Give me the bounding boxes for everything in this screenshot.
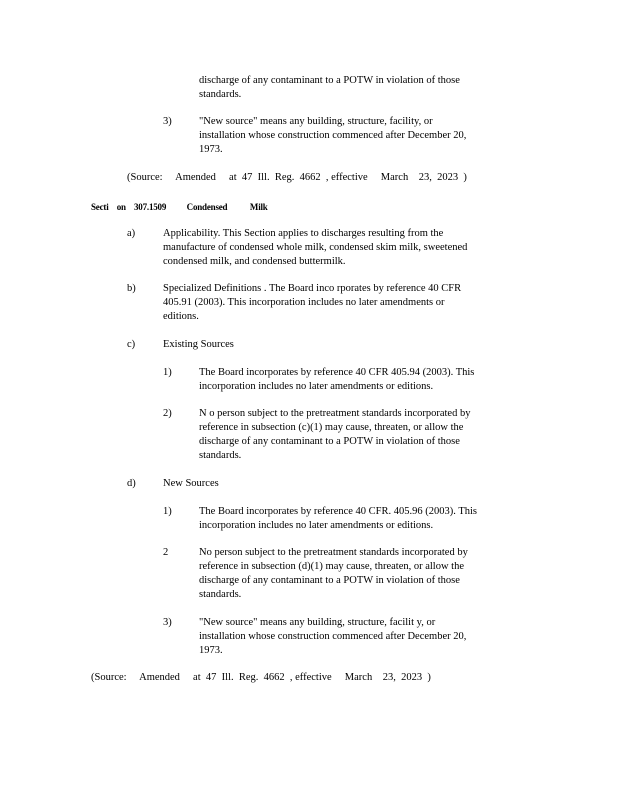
subsection-letter: c) (127, 339, 136, 350)
item-number: 2 (163, 547, 169, 558)
section-heading: Secti on 307.1509 Condensed Milk (91, 202, 268, 212)
subsection-title: New Sources (163, 478, 219, 489)
text-line: reference in subsection (c)(1) may cause, threaten, or allow the (199, 422, 464, 433)
text-line: Specialized Definitions . The Board inco rporates by reference 40 CFR (163, 283, 462, 294)
text-line: installation whose construction commenced after December 20, (199, 631, 467, 642)
text-line: standards. (199, 589, 242, 600)
text-line: installation whose construction commenced after December 20, (199, 130, 467, 141)
source-note: (Source: Amended at 47 Ill. Reg. 4662 , effective March 23, 2023 ) (91, 672, 431, 683)
subsection-paragraph (163, 282, 498, 324)
item-number: 2) (163, 408, 172, 419)
continuation-paragraph (199, 74, 495, 102)
text-line: reference in subsection (d)(1) may cause, threaten, or allow the (199, 561, 465, 572)
text-line: discharge of any contaminant to a POTW in violation of those (199, 436, 460, 447)
item-paragraph (199, 546, 508, 602)
subsection-letter: d) (127, 478, 136, 489)
item-paragraph (199, 407, 508, 463)
text-line: No person subject to the pretreatment standards incorporated by (199, 547, 468, 558)
item-number: 1) (163, 506, 172, 517)
text-line: discharge of any contaminant to a POTW in violation of those (199, 75, 460, 86)
text-line: manufacture of condensed whole milk, condensed skim milk, sweetened (163, 242, 468, 253)
text-line: standards. (199, 89, 242, 100)
text-line: The Board incorporates by reference 40 CFR 405.94 (2003). This (199, 367, 475, 378)
item-paragraph (199, 115, 501, 157)
item-number: 1) (163, 367, 172, 378)
source-note: (Source: Amended at 47 Ill. Reg. 4662 , effective March 23, 2023 ) (127, 172, 467, 183)
item-paragraph (199, 616, 501, 658)
text-line: incorporation includes no later amendments or editions. (199, 381, 434, 392)
text-line: 1973. (199, 144, 223, 155)
text-line: Applicability. This Section applies to discharges resulting from the (163, 228, 444, 239)
text-line: 1973. (199, 645, 223, 656)
subsection-paragraph (163, 227, 504, 269)
text-line: condensed milk, and condensed buttermilk. (163, 256, 346, 267)
item-paragraph (199, 505, 514, 533)
item-paragraph (199, 366, 517, 394)
text-line: editions. (163, 311, 199, 322)
text-line: "New source" means any building, structure, facilit y, or (199, 617, 436, 628)
text-line: The Board incorporates by reference 40 CFR. 405.96 (2003). This (199, 506, 477, 517)
subsection-letter: b) (127, 283, 136, 294)
text-line: incorporation includes no later amendments or editions. (199, 520, 434, 531)
text-line: standards. (199, 450, 242, 461)
text-line: N o person subject to the pretreatment standards incorporated by (199, 408, 471, 419)
text-line: "New source" means any building, structure, facility, or (199, 116, 433, 127)
subsection-letter: a) (127, 228, 136, 239)
item-number: 3) (163, 116, 172, 127)
subsection-title: Existing Sources (163, 339, 234, 350)
text-line: discharge of any contaminant to a POTW in violation of those (199, 575, 460, 586)
text-line: 405.91 (2003). This incorporation includes no later amendments or (163, 297, 445, 308)
item-number: 3) (163, 617, 172, 628)
